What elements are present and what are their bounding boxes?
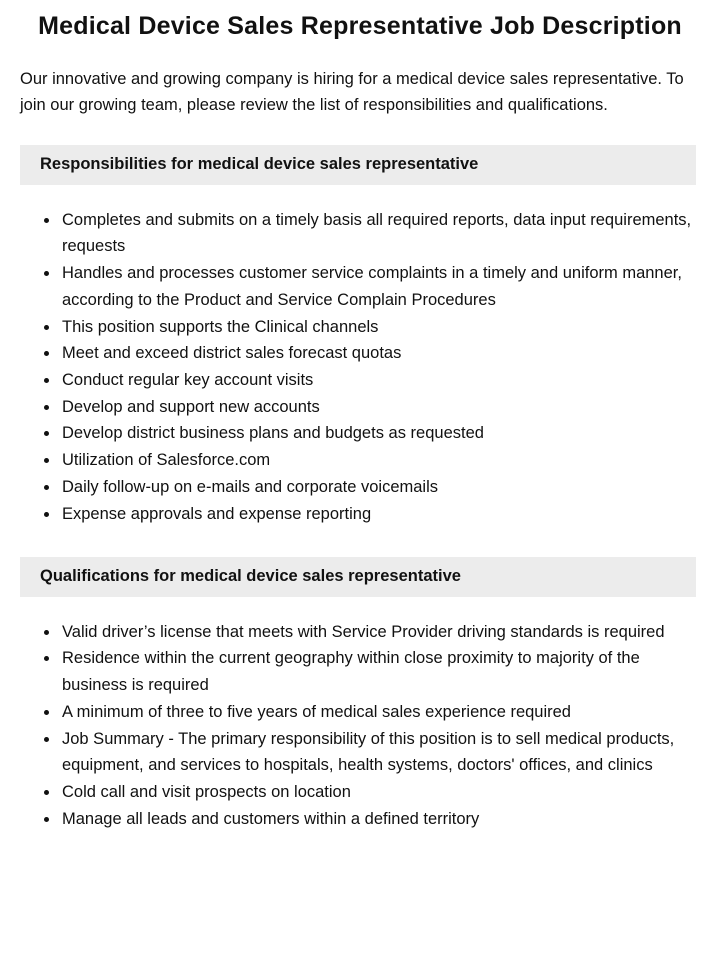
list-item: • Develop and support new accounts: [60, 394, 696, 421]
page-title: Medical Device Sales Representative Job Description: [38, 12, 682, 40]
list-item: • Residence within the current geography within close proximity to majority of the business is required: [60, 645, 696, 698]
responsibilities-list: [20, 207, 696, 528]
qualifications-section: [0, 557, 720, 832]
list-item: • This position supports the Clinical channels: [60, 314, 696, 341]
qualifications-section-header: Qualifications for medical device sales representative: [20, 557, 696, 596]
intro-paragraph: Our innovative and growing company is hiring for a medical device sales representative. To join our growing team, please review the list of responsibilities and qualifications.: [20, 69, 684, 115]
list-item: • Expense approvals and expense reporting: [60, 501, 696, 528]
list-item: • Valid driver’s license that meets with Service Provider driving standards is required: [60, 619, 696, 646]
list-item: • Utilization of Salesforce.com: [60, 447, 696, 474]
list-item: • Job Summary - The primary responsibility of this position is to sell medical products, equipment, and services to hospitals, health systems, doctors' offices, and clinics: [60, 726, 696, 779]
list-item: • Completes and submits on a timely basis all required reports, data input requirements, requests: [60, 207, 696, 260]
responsibilities-section-header: Responsibilities for medical device sales representative: [20, 145, 696, 184]
responsibilities-section: [0, 145, 720, 527]
list-item: • Manage all leads and customers within a defined territory: [60, 806, 696, 833]
list-item: • Cold call and visit prospects on location: [60, 779, 696, 806]
list-item: • Handles and processes customer service complaints in a timely and uniform manner, according to the Product and Service Complain Procedures: [60, 260, 696, 313]
list-item: • A minimum of three to five years of medical sales experience required: [60, 699, 696, 726]
list-item: • Daily follow-up on e-mails and corporate voicemails: [60, 474, 696, 501]
list-item: • Meet and exceed district sales forecast quotas: [60, 340, 696, 367]
list-item: • Develop district business plans and budgets as requested: [60, 420, 696, 447]
qualifications-list: [20, 619, 696, 833]
list-item: • Conduct regular key account visits: [60, 367, 696, 394]
